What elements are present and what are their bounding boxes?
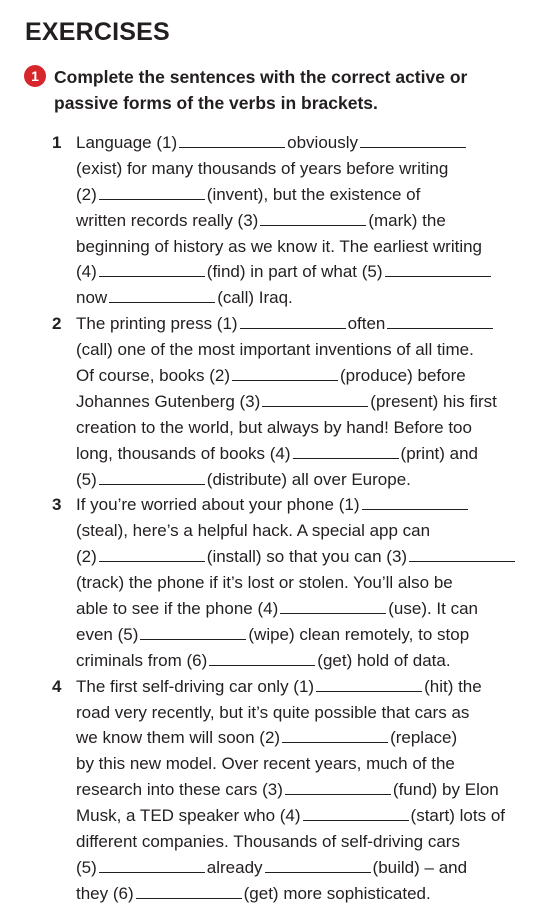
sentence-text: (call) Iraq.: [217, 288, 293, 308]
sentence-text: (steal), here’s a helpful hack. A special app can: [76, 521, 431, 541]
text-line: [76, 259, 530, 285]
sentence-text: criminals from (6): [76, 650, 208, 670]
answer-blank[interactable]: [99, 471, 205, 485]
sentence-text: Of course, books (2): [76, 366, 231, 386]
text-line: [76, 725, 530, 751]
sentence-text: (2): [76, 547, 97, 567]
sentence-text: (present) his first: [370, 391, 497, 411]
text-line: [76, 234, 530, 260]
answer-blank[interactable]: [409, 548, 515, 562]
sentence-text: now: [76, 288, 108, 308]
sentence-text: (produce) before: [340, 366, 466, 386]
sentence-text: road very recently, but it’s quite possible that cars as: [76, 702, 470, 722]
text-line: [76, 337, 530, 363]
answer-blank[interactable]: [179, 134, 285, 148]
answer-blank[interactable]: [232, 367, 338, 381]
sentence-text: (exist) for many thousands of years before writing: [76, 158, 449, 178]
sentence-text: (use). It can: [388, 599, 479, 619]
text-line: [76, 544, 530, 570]
exercise-item-3: [50, 492, 530, 673]
exercise-number-badge: 1: [24, 65, 46, 87]
text-line: [76, 596, 530, 622]
answer-blank[interactable]: [240, 315, 346, 329]
text-line: [76, 855, 530, 881]
item-number: 1: [52, 133, 62, 152]
sentence-text: (install) so that you can (3): [206, 547, 408, 567]
answer-blank[interactable]: [385, 263, 491, 277]
sentence-text: (fund) by Elon: [392, 780, 499, 800]
answer-blank[interactable]: [282, 729, 388, 743]
answer-blank[interactable]: [260, 212, 366, 226]
item-number: 4: [52, 676, 62, 696]
answer-blank[interactable]: [99, 263, 205, 277]
text-line: [76, 881, 530, 907]
text-line: [76, 803, 530, 829]
sentence-text: by this new model. Over recent years, much of the: [76, 754, 455, 774]
text-line: [76, 622, 530, 648]
answer-blank[interactable]: [316, 678, 422, 692]
text-line: [76, 441, 530, 467]
text-line: [76, 363, 530, 389]
exercises-heading: EXERCISES: [25, 18, 170, 46]
text-line: [76, 389, 530, 415]
sentence-text: beginning of history as we know it. The earliest writing: [76, 236, 482, 256]
sentence-text: (get) hold of data.: [317, 650, 451, 670]
answer-blank[interactable]: [360, 134, 466, 148]
text-line: [76, 415, 530, 441]
exercise-items: [50, 130, 530, 907]
answer-blank[interactable]: [99, 186, 205, 200]
answer-blank[interactable]: [109, 289, 215, 303]
sentence-text: (print) and: [400, 443, 479, 463]
instruction-text: Complete the sentences with the correct active or passive forms of the verbs in brackets.: [54, 67, 468, 113]
answer-blank[interactable]: [387, 315, 493, 329]
sentence-text: (distribute) all over Europe.: [206, 469, 411, 489]
sentence-text: (mark) the: [368, 210, 446, 230]
answer-blank[interactable]: [362, 496, 468, 510]
item-number: 3: [52, 495, 62, 515]
text-line: [76, 674, 530, 700]
sentence-text: (invent), but the existence of: [206, 184, 421, 204]
answer-blank[interactable]: [99, 859, 205, 873]
sentence-text: (5): [76, 857, 97, 877]
sentence-text: (start) lots of: [410, 806, 506, 826]
sentence-text: research into these cars (3): [76, 780, 283, 800]
sentence-text: long, thousands of books (4): [76, 443, 291, 463]
answer-blank[interactable]: [262, 393, 368, 407]
sentence-text: (4): [76, 262, 97, 282]
sentence-text: creation to the world, but always by hand! Before too: [76, 417, 472, 437]
sentence-text: Language (1): [76, 133, 178, 152]
text-line: [76, 648, 530, 674]
answer-blank[interactable]: [209, 652, 315, 666]
answer-blank[interactable]: [285, 781, 391, 795]
text-line: [76, 311, 530, 337]
answer-blank[interactable]: [303, 807, 409, 821]
text-line: [76, 285, 530, 311]
sentence-text: often: [347, 314, 386, 334]
text-line: [76, 777, 530, 803]
text-line: [76, 700, 530, 726]
text-line: [76, 208, 530, 234]
sentence-text: obviously: [287, 133, 359, 152]
text-line: [76, 467, 530, 493]
sentence-text: even (5): [76, 624, 139, 644]
answer-blank[interactable]: [280, 600, 386, 614]
sentence-text: (2): [76, 184, 97, 204]
sentence-text: (build) – and: [372, 857, 468, 877]
sentence-text: we know them will soon (2): [76, 728, 281, 748]
sentence-text: already: [206, 857, 263, 877]
sentence-text: The printing press (1): [76, 314, 238, 334]
sentence-text: If you’re worried about your phone (1): [76, 495, 360, 515]
sentence-text: written records really (3): [76, 210, 259, 230]
text-line: [76, 492, 530, 518]
sentence-text: (track) the phone if it’s lost or stolen. You’ll also be: [76, 573, 453, 593]
text-line: [76, 570, 530, 596]
sentence-text: different companies. Thousands of self-driving cars: [76, 832, 460, 852]
answer-blank[interactable]: [99, 548, 205, 562]
sentence-text: (5): [76, 469, 97, 489]
text-line: [76, 518, 530, 544]
exercise-instruction: [24, 64, 524, 116]
exercise-item-2: [50, 311, 530, 492]
text-line: [76, 829, 530, 855]
sentence-text: able to see if the phone (4): [76, 599, 279, 619]
text-line: [76, 751, 530, 777]
sentence-text: (hit) the: [424, 676, 482, 696]
item-number: 2: [52, 314, 62, 334]
answer-blank[interactable]: [265, 859, 371, 873]
sentence-text: they (6): [76, 883, 134, 903]
sentence-text: (call) one of the most important inventions of all time.: [76, 340, 474, 360]
text-line: [76, 182, 530, 208]
sentence-text: (replace): [390, 728, 458, 748]
sentence-text: (get) more sophisticated.: [243, 883, 431, 903]
sentence-text: The first self-driving car only (1): [76, 676, 315, 696]
sentence-text: Johannes Gutenberg (3): [76, 391, 261, 411]
sentence-text: Musk, a TED speaker who (4): [76, 806, 301, 826]
answer-blank[interactable]: [140, 626, 246, 640]
text-line: [76, 156, 530, 182]
answer-blank[interactable]: [293, 445, 399, 459]
exercise-item-1: [50, 130, 530, 311]
text-line: [76, 130, 530, 156]
exercise-item-4: [50, 674, 530, 907]
answer-blank[interactable]: [136, 885, 242, 899]
sentence-text: (find) in part of what (5): [206, 262, 383, 282]
sentence-text: (wipe) clean remotely, to stop: [248, 624, 470, 644]
